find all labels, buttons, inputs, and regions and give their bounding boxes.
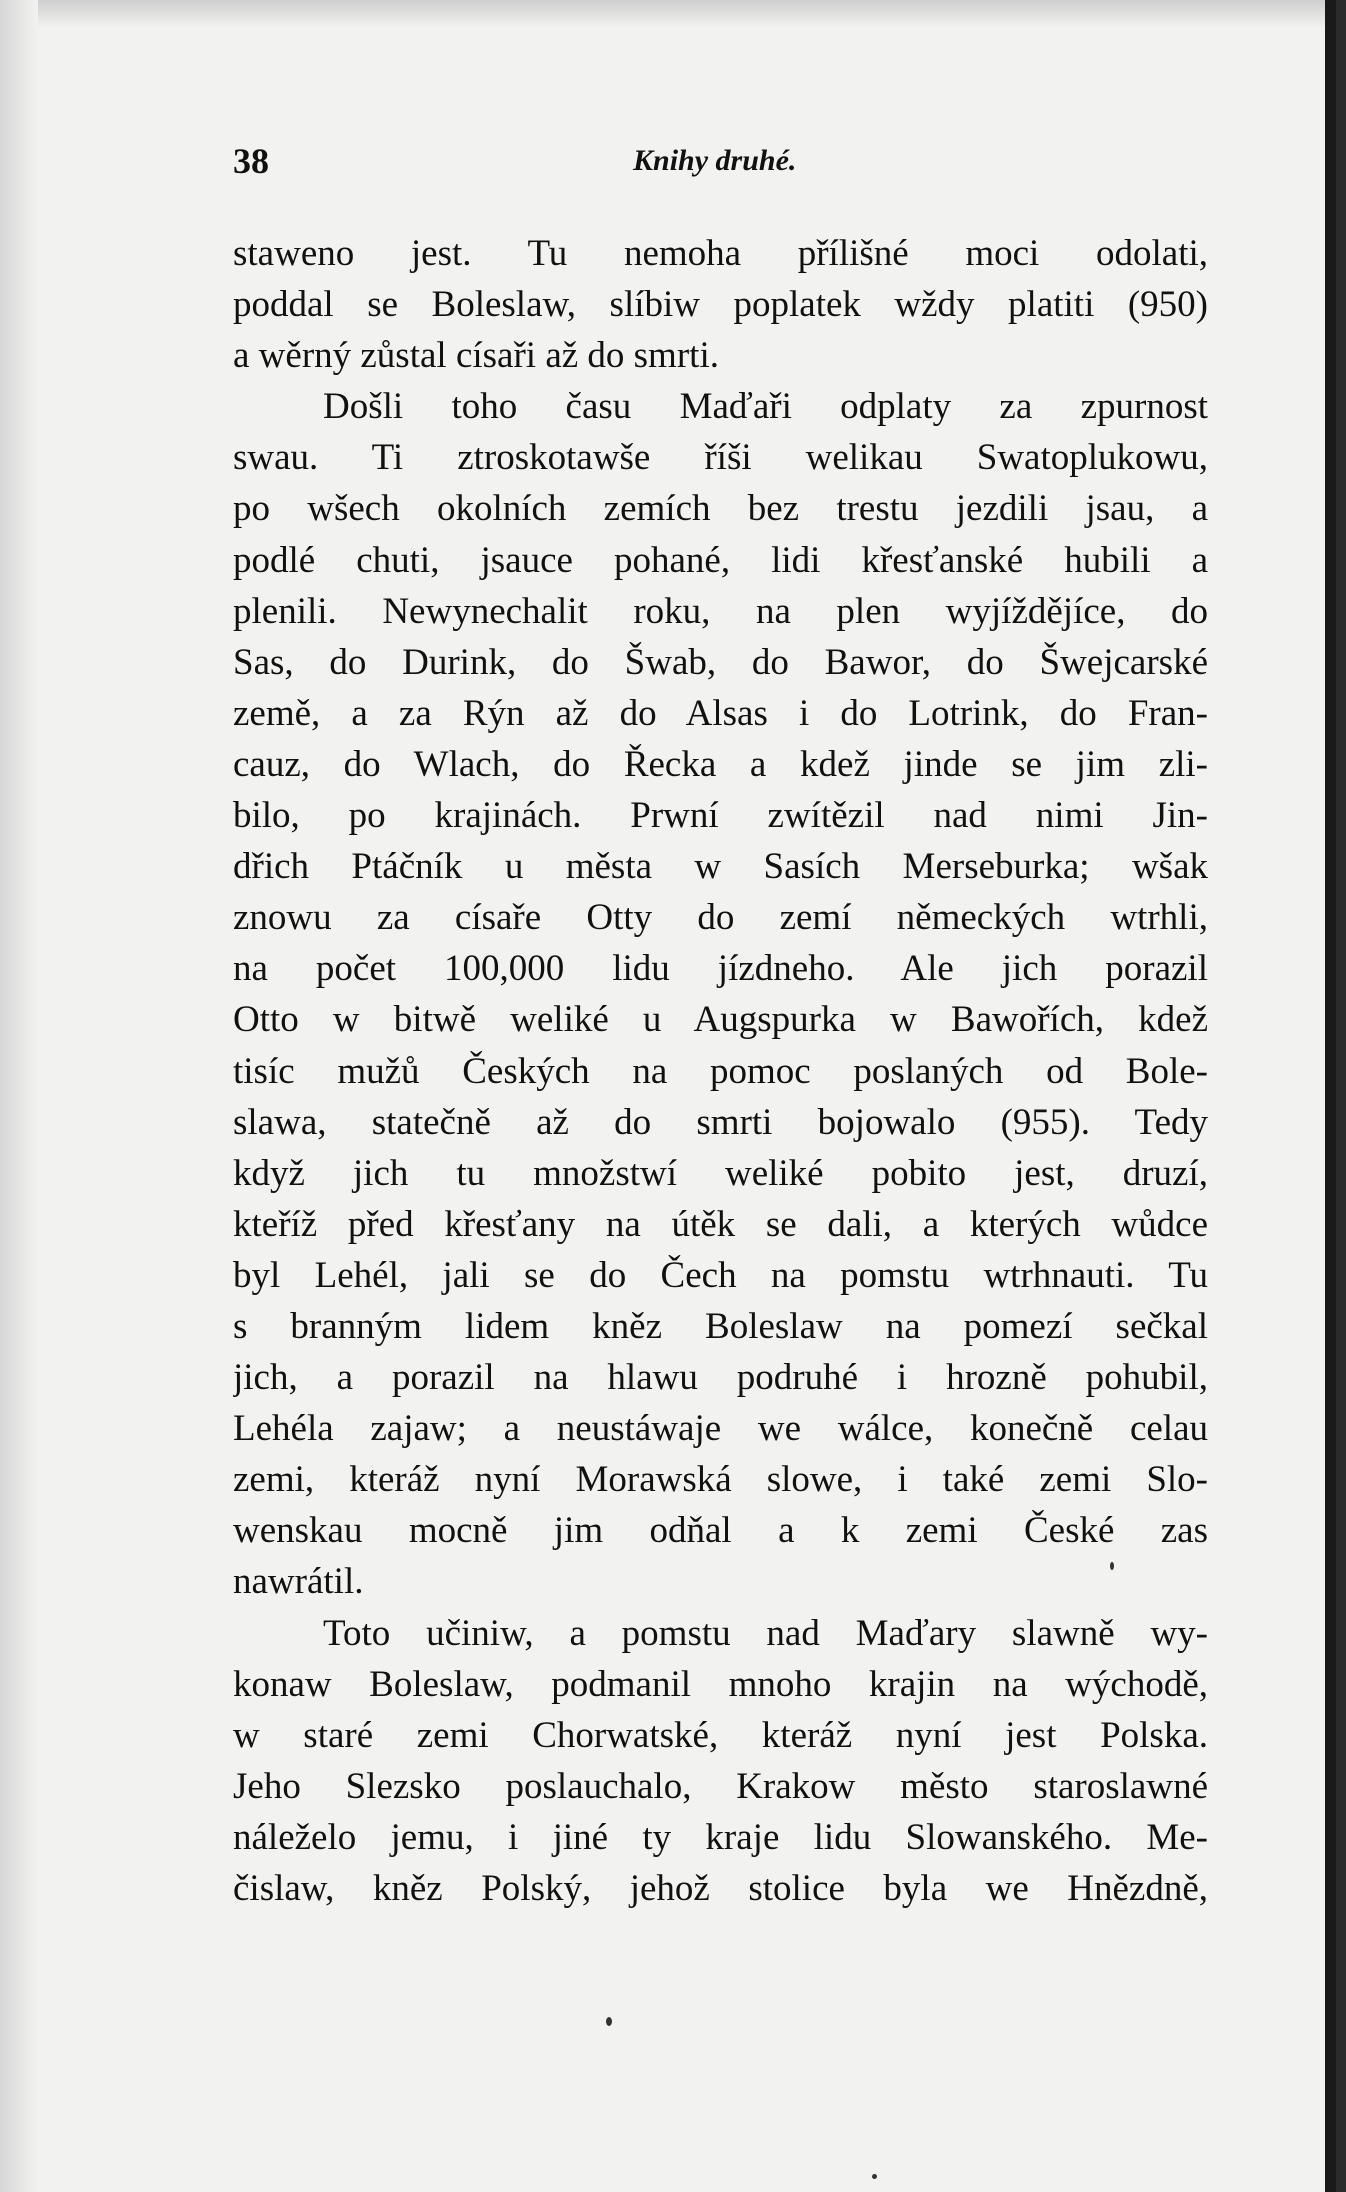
text-line: slawa, statečně až do smrti bojowalo (955). Tedy <box>233 1101 1208 1143</box>
scan-shadow-left <box>0 0 38 2192</box>
text-line: dřich Ptáčník u města w Sasích Merseburka; wšak <box>233 846 1208 888</box>
text-line: Jeho Slezsko poslauchalo, Krakow město staroslawné <box>233 1765 1208 1807</box>
text-line: podlé chuti, jsauce pohané, lidi křesťanské hubili a <box>233 539 1208 581</box>
text-line: znowu za císaře Otty do zemí německých wtrhli, <box>233 897 1208 939</box>
text-line: když jich tu množstwí weliké pobito jest, druzí, <box>233 1152 1208 1194</box>
text-line: Lehéla zajaw; a neustáwaje we wálce, konečně celau <box>233 1408 1208 1450</box>
text-line: staweno jest. Tu nemoha přílišné moci odolati, <box>233 233 1208 274</box>
text-line: Sas, do Durink, do Šwab, do Bawor, do Šwejcarské <box>233 641 1208 683</box>
text-line: a wěrný zůstal císaři až do smrti. <box>233 335 719 377</box>
ink-speck <box>1110 1562 1114 1570</box>
scan-shadow-top <box>0 0 1325 28</box>
text-line: bilo, po krajinách. Prwní zwítězil nad nimi Jin- <box>233 795 1208 837</box>
text-line: Toto učiniw, a pomstu nad Maďary slawně wy- <box>323 1612 1208 1654</box>
text-line: Otto w bitwě weliké u Augspurka w Bawořích, kdež <box>233 999 1208 1041</box>
text-line: byl Lehél, jali se do Čech na pomstu wtrhnauti. Tu <box>233 1254 1208 1296</box>
text-line: na počet 100,000 lidu jízdneho. Ale jich porazil <box>233 948 1208 990</box>
body-text <box>233 228 1208 1914</box>
text-line: cauz, do Wlach, do Řecka a kdež jinde se jim zli- <box>233 743 1208 785</box>
text-line: čislaw, kněz Polský, jehož stolice byla we Hnězdně, <box>233 1868 1208 1909</box>
text-line: poddal se Boleslaw, slíbiw poplatek wždy platiti (950) <box>233 284 1208 326</box>
text-line: země, a za Rýn až do Alsas i do Lotrink, do Fran- <box>233 692 1208 734</box>
text-line: náleželo jemu, i jiné ty kraje lidu Slowanského. Me- <box>233 1816 1208 1858</box>
text-line: kteříž před křesťany na útěk se dali, a kterých wůdce <box>233 1203 1208 1245</box>
text-line: plenili. Newynechalit roku, na plen wyjíždějíce, do <box>233 590 1208 632</box>
text-line: wenskau mocně jim odňal a k zemi České zas <box>233 1510 1208 1552</box>
text-line: nawrátil. <box>233 1561 364 1603</box>
page-header <box>233 140 1208 200</box>
text-line: konaw Boleslaw, podmanil mnoho krajin na wýchodě, <box>233 1663 1208 1705</box>
text-line: w staré zemi Chorwatské, kteráž nyní jest Polska. <box>233 1714 1208 1756</box>
text-line: s branným lidem kněz Boleslaw na pomezí sečkal <box>233 1305 1208 1347</box>
text-line: swau. Ti ztroskotawše říši welikau Swatoplukowu, <box>233 437 1208 479</box>
text-line: tisíc mužů Českých na pomoc poslaných od Bole- <box>233 1050 1208 1092</box>
text-line: po wšech okolních zemích bez trestu jezdili jsau, a <box>233 488 1208 530</box>
ink-speck <box>606 2017 612 2026</box>
text-line: zemi, kteráž nyní Morawská slowe, i také zemi Slo- <box>233 1459 1208 1501</box>
text-line: Došli toho času Maďaři odplaty za zpurnost <box>323 386 1208 428</box>
text-line: jich, a porazil na hlawu podruhé i hrozně pohubil, <box>233 1357 1208 1399</box>
page-number: 38 <box>233 141 269 181</box>
scan-shadow-right <box>1336 0 1346 2192</box>
ink-speck <box>872 2174 877 2179</box>
running-title: Knihy druhé. <box>633 144 797 177</box>
